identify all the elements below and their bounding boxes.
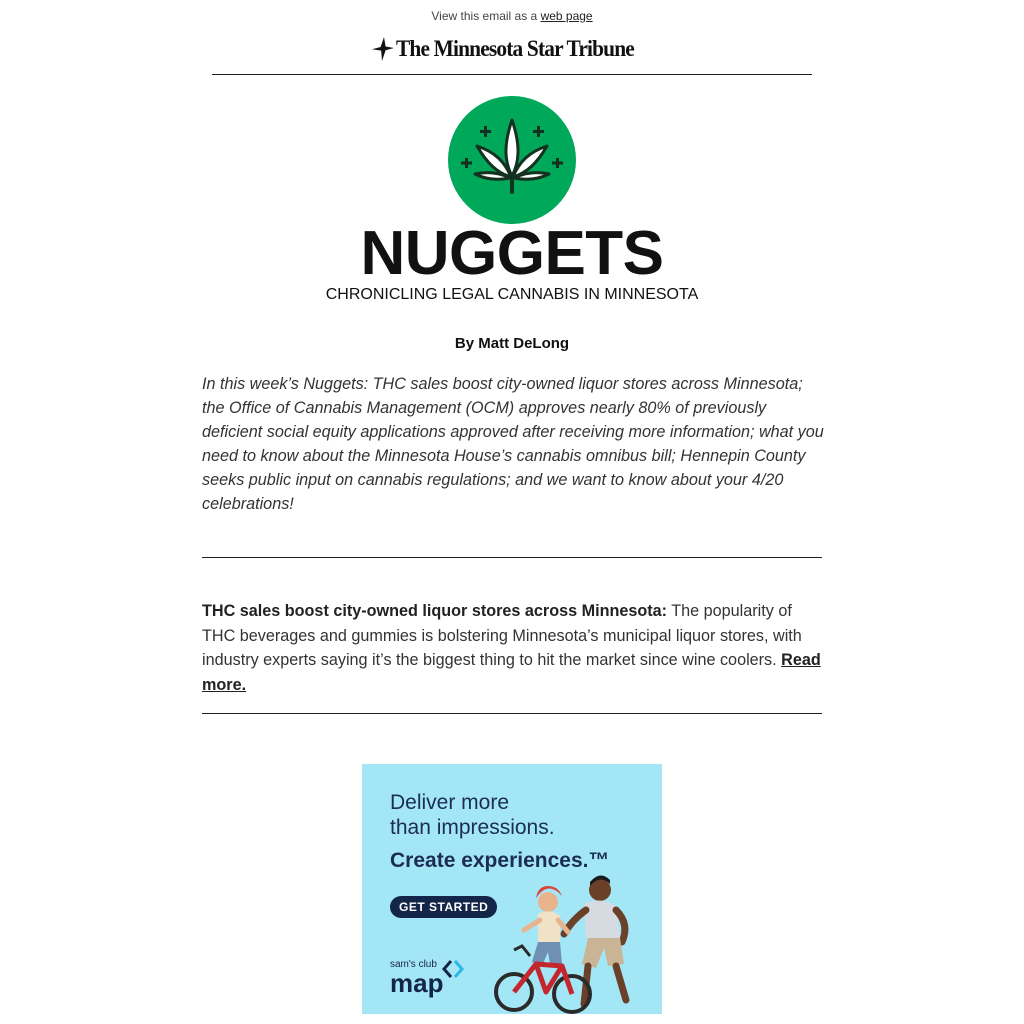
intro-paragraph: In this week’s Nuggets: THC sales boost city-owned liquor stores across Minnesota; the Office of Cannabis Management (OCM) approves nearly 80% of previously deficient social equity applications approved after receiving more information; what you need to know about the Minnesota House’s cannabis omnibus bill; Hennepin County seeks public input on cannabis regulations; and we want to know about your 4/20 celebrations! [202,375,824,513]
preheader [0,9,1024,23]
web-page-link[interactable]: web page [540,9,593,23]
masthead[interactable] [0,36,1024,62]
ad-headline [390,790,555,840]
get-started-button[interactable]: GET STARTED [390,896,497,918]
story-body: The popularity of THC beverages and gummies is bolstering Minnesota’s municipal liquor stores, with industry experts saying it’s the biggest thing to hit the market since wine coolers. [202,602,802,669]
section-divider [202,713,822,714]
newsletter-subtitle: CHRONICLING LEGAL CANNABIS IN MINNESOTA [325,286,699,303]
nuggets-logo [448,96,576,224]
ad-brand-small: sam's club [390,959,437,970]
father-child-bicycle-photo [492,872,652,1014]
ad-brand-logo [390,959,443,997]
preheader-text: View this email as a [431,9,538,23]
section-divider [202,557,822,558]
sams-club-ad[interactable] [362,764,662,1014]
ad-headline-line2: than impressions. [390,816,555,839]
ad-brand-big: map [390,968,444,998]
masthead-title: The Minnesota Star Tribune [396,36,635,61]
newsletter-title: NUGGETS [360,219,664,288]
cannabis-leaf-icon [457,118,567,203]
diamond-arrow-icon [442,959,464,984]
story-headline: THC sales boost city-owned liquor stores across Minnesota: [202,602,668,620]
read-more-link[interactable]: Read more. [202,651,821,694]
ad-headline-line1: Deliver more [390,791,510,814]
masthead-divider [212,74,812,75]
ad-tagline: Create experiences.™ [390,849,610,872]
story-item [202,599,827,697]
star-icon [372,37,394,61]
byline: By Matt DeLong [454,335,570,352]
